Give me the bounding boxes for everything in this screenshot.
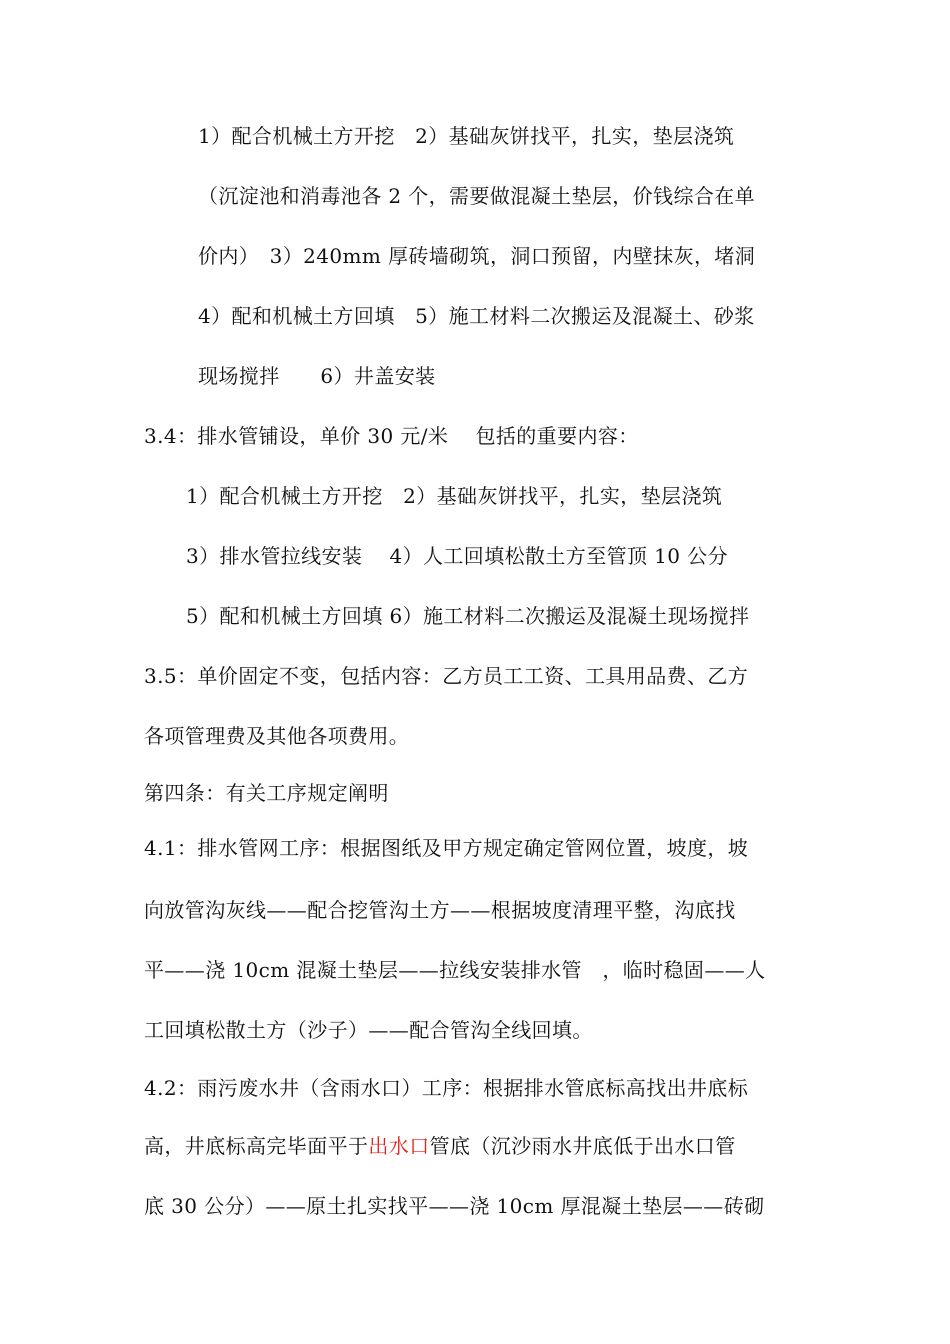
paragraph-line: 5）配和机械土方回填 6）施工材料二次搬运及混凝土现场搅拌	[186, 604, 750, 628]
highlighted-text: 出水口	[368, 1134, 430, 1158]
paragraph-line: （沉淀池和消毒池各 2 个，需要做混凝土垫层，价钱综合在单	[198, 184, 756, 208]
paragraph-line: 现场搅拌 6）井盖安装	[198, 364, 436, 388]
line-text: 管底（沉沙雨水井底低于出水口管	[429, 1134, 736, 1158]
paragraph-line: 各项管理费及其他各项费用。	[144, 724, 410, 748]
paragraph-line: 3）排水管拉线安装 4）人工回填松散土方至管顶 10 公分	[186, 544, 728, 568]
paragraph-line: 向放管沟灰线——配合挖管沟土方——根据坡度清理平整，沟底找	[144, 898, 736, 922]
paragraph-line-with-highlight	[144, 1131, 736, 1161]
paragraph-line: 工回填松散土方（沙子）——配合管沟全线回填。	[144, 1018, 593, 1042]
paragraph-line: 4）配和机械土方回填 5）施工材料二次搬运及混凝土、砂浆	[198, 304, 755, 328]
section-heading-3-4: 3.4：排水管铺设，单价 30 元/米 包括的重要内容：	[144, 424, 639, 448]
paragraph-line: 1）配合机械土方开挖 2）基础灰饼找平，扎实，垫层浇筑	[198, 124, 735, 148]
section-heading-4-1: 4.1：排水管网工序：根据图纸及甲方规定确定管网位置，坡度，坡	[144, 836, 749, 860]
paragraph-line: 1）配合机械土方开挖 2）基础灰饼找平，扎实，垫层浇筑	[186, 484, 723, 508]
paragraph-line: 平——浇 10cm 混凝土垫层——拉线安装排水管 ，临时稳固——人	[144, 958, 766, 982]
article-heading-4: 第四条：有关工序规定阐明	[144, 781, 389, 805]
line-text: 高，井底标高完毕面平于	[144, 1134, 369, 1158]
paragraph-line: 价内） 3）240mm 厚砖墙砌筑，洞口预留，内壁抹灰，堵洞	[198, 244, 756, 268]
paragraph-line: 底 30 公分）——原土扎实找平——浇 10cm 厚混凝土垫层——砖砌	[144, 1194, 765, 1218]
section-heading-4-2: 4.2：雨污废水井（含雨水口）工序：根据排水管底标高找出井底标	[144, 1076, 749, 1100]
section-heading-3-5: 3.5：单价固定不变，包括内容：乙方员工工资、工具用品费、乙方	[144, 664, 749, 688]
